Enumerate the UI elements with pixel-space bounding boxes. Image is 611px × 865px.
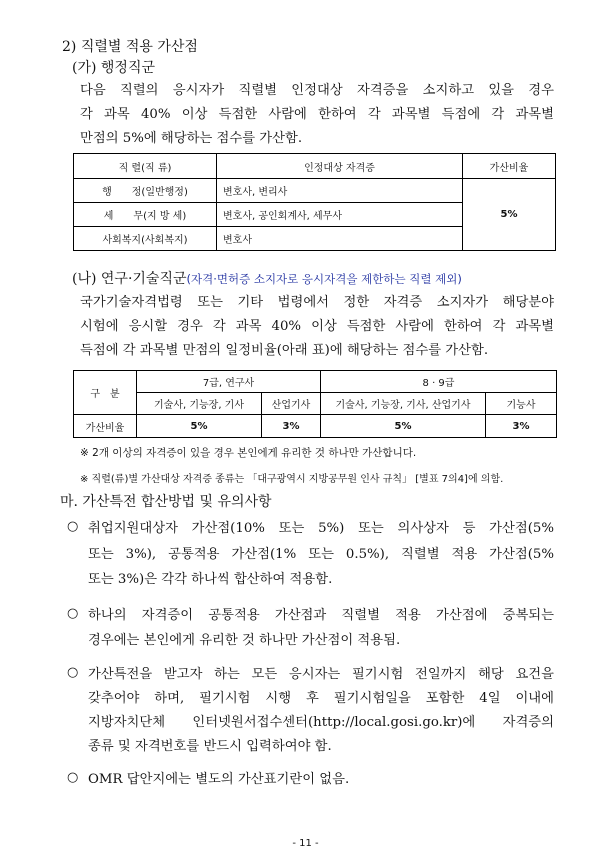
- admin-cert-table: [73, 153, 556, 251]
- table-cell-value: 5%: [321, 415, 486, 438]
- table-cell-value: 3%: [262, 415, 321, 438]
- table-row-label: 가산비율: [74, 415, 137, 438]
- subsection-heading-note: (자격·면허증 소지자로 응시자격을 제한하는 직렬 제외): [186, 272, 462, 286]
- table-group-header: 7급, 연구사: [137, 371, 321, 393]
- table-sub-header: 기술사, 기능장, 기사: [137, 393, 262, 415]
- bullet-line: 하나의 자격증이 공통적용 가산점과 직렬별 적용 가산점에 중복되는: [88, 608, 554, 623]
- table-sub-header: 기능사: [486, 393, 557, 415]
- table-cell-series: 행 정(일반행정): [74, 179, 217, 203]
- subsection-heading-na: [72, 270, 462, 288]
- table-header: 직 렬(직 류): [74, 154, 217, 179]
- table-cell-label: 구 분: [74, 371, 137, 415]
- paragraph-line: 시험에 응시할 경우 각 과목 40% 이상 득점한 사람에 한하여 각 과목별: [80, 319, 554, 334]
- table-header: 인정대상 자격증: [217, 154, 463, 179]
- table-sub-header: 기술사, 기능장, 기사, 산업기사: [321, 393, 486, 415]
- table-sub-header: 산업기사: [262, 393, 321, 415]
- table-cell-certs: 변호사: [217, 227, 463, 251]
- bullet-line: 종류 및 자격번호를 반드시 입력하여야 함.: [88, 739, 332, 754]
- bullet-line: 가산특전을 받고자 하는 모든 응시자는 필기시험 전일까지 해당 요건을: [88, 667, 554, 682]
- bullet-symbol: ○: [67, 770, 79, 785]
- section-title-ma: 마. 가산특전 합산방법 및 유의사항: [60, 494, 272, 510]
- paragraph-line: 득점에 각 과목별 만점의 일정비율(아래 표)에 해당하는 점수를 가산함.: [80, 343, 489, 358]
- table-cell-series: 세 무(지 방 세): [74, 203, 217, 227]
- note: ※ 2개 이상의 자격증이 있을 경우 본인에게 유리한 것 하나만 가산합니다.: [80, 447, 417, 459]
- paragraph-line: 국가기술자격법령 또는 기타 법령에서 정한 자격증 소지자가 해당분야: [80, 295, 554, 310]
- bullet-symbol: ○: [67, 665, 79, 680]
- bullet-line: 또는 3%), 공통적용 가산점(1% 또는 0.5%), 직렬별 적용 가산점(5%: [88, 547, 554, 562]
- table-cell-certs: 변호사, 변리사: [217, 179, 463, 203]
- bullet-line: 또는 3%)은 각각 하나씩 합산하여 적용함.: [88, 572, 333, 587]
- table-cell-series: 사회복지(사회복지): [74, 227, 217, 251]
- bullet-line: 취업지원대상자 가산점(10% 또는 5%) 또는 의사상자 등 가산점(5%: [88, 521, 554, 536]
- bullet-symbol: ○: [67, 519, 79, 534]
- section-title: 2) 직렬별 적용 가산점: [62, 39, 198, 55]
- table-cell-value: 5%: [137, 415, 262, 438]
- bullet-line: 갖추어야 하며, 필기시험 시행 후 필기시험일을 포함한 4일 이내에: [88, 691, 554, 706]
- table-cell-ratio: 5%: [463, 179, 556, 251]
- paragraph-line: 만점의 5%에 해당하는 점수를 가산함.: [80, 131, 303, 146]
- tech-ratio-table: [73, 370, 557, 438]
- subsection-heading-text: (나) 연구·기술직군: [72, 271, 187, 287]
- table-group-header: 8 · 9급: [321, 371, 557, 393]
- bullet-line: 지방자치단체 인터넷원서접수센터(http://local.gosi.go.kr)에 자격증의: [88, 715, 554, 730]
- table-cell-value: 3%: [486, 415, 557, 438]
- paragraph-line: 각 과목 40% 이상 득점한 사람에 한하여 각 과목별 득점에 각 과목별: [80, 107, 554, 122]
- table-header: 가산비율: [463, 154, 556, 179]
- table-cell-certs: 변호사, 공인회계사, 세무사: [217, 203, 463, 227]
- subsection-heading-ga: (가) 행정직군: [72, 60, 155, 76]
- page-number: - 11 -: [292, 838, 319, 849]
- paragraph-line: 다음 직렬의 응시자가 직렬별 인정대상 자격증을 소지하고 있을 경우: [80, 83, 554, 98]
- bullet-symbol: ○: [67, 606, 79, 621]
- note: ※ 직렬(류)별 가산대상 자격증 종류는 「대구광역시 지방공무원 인사 규칙」 [별표 7의4]에 의함.: [80, 474, 504, 485]
- bullet-line: OMR 답안지에는 별도의 가산표기란이 없음.: [88, 772, 350, 787]
- bullet-line: 경우에는 본인에게 유리한 것 하나만 가산점이 적용됨.: [88, 633, 401, 648]
